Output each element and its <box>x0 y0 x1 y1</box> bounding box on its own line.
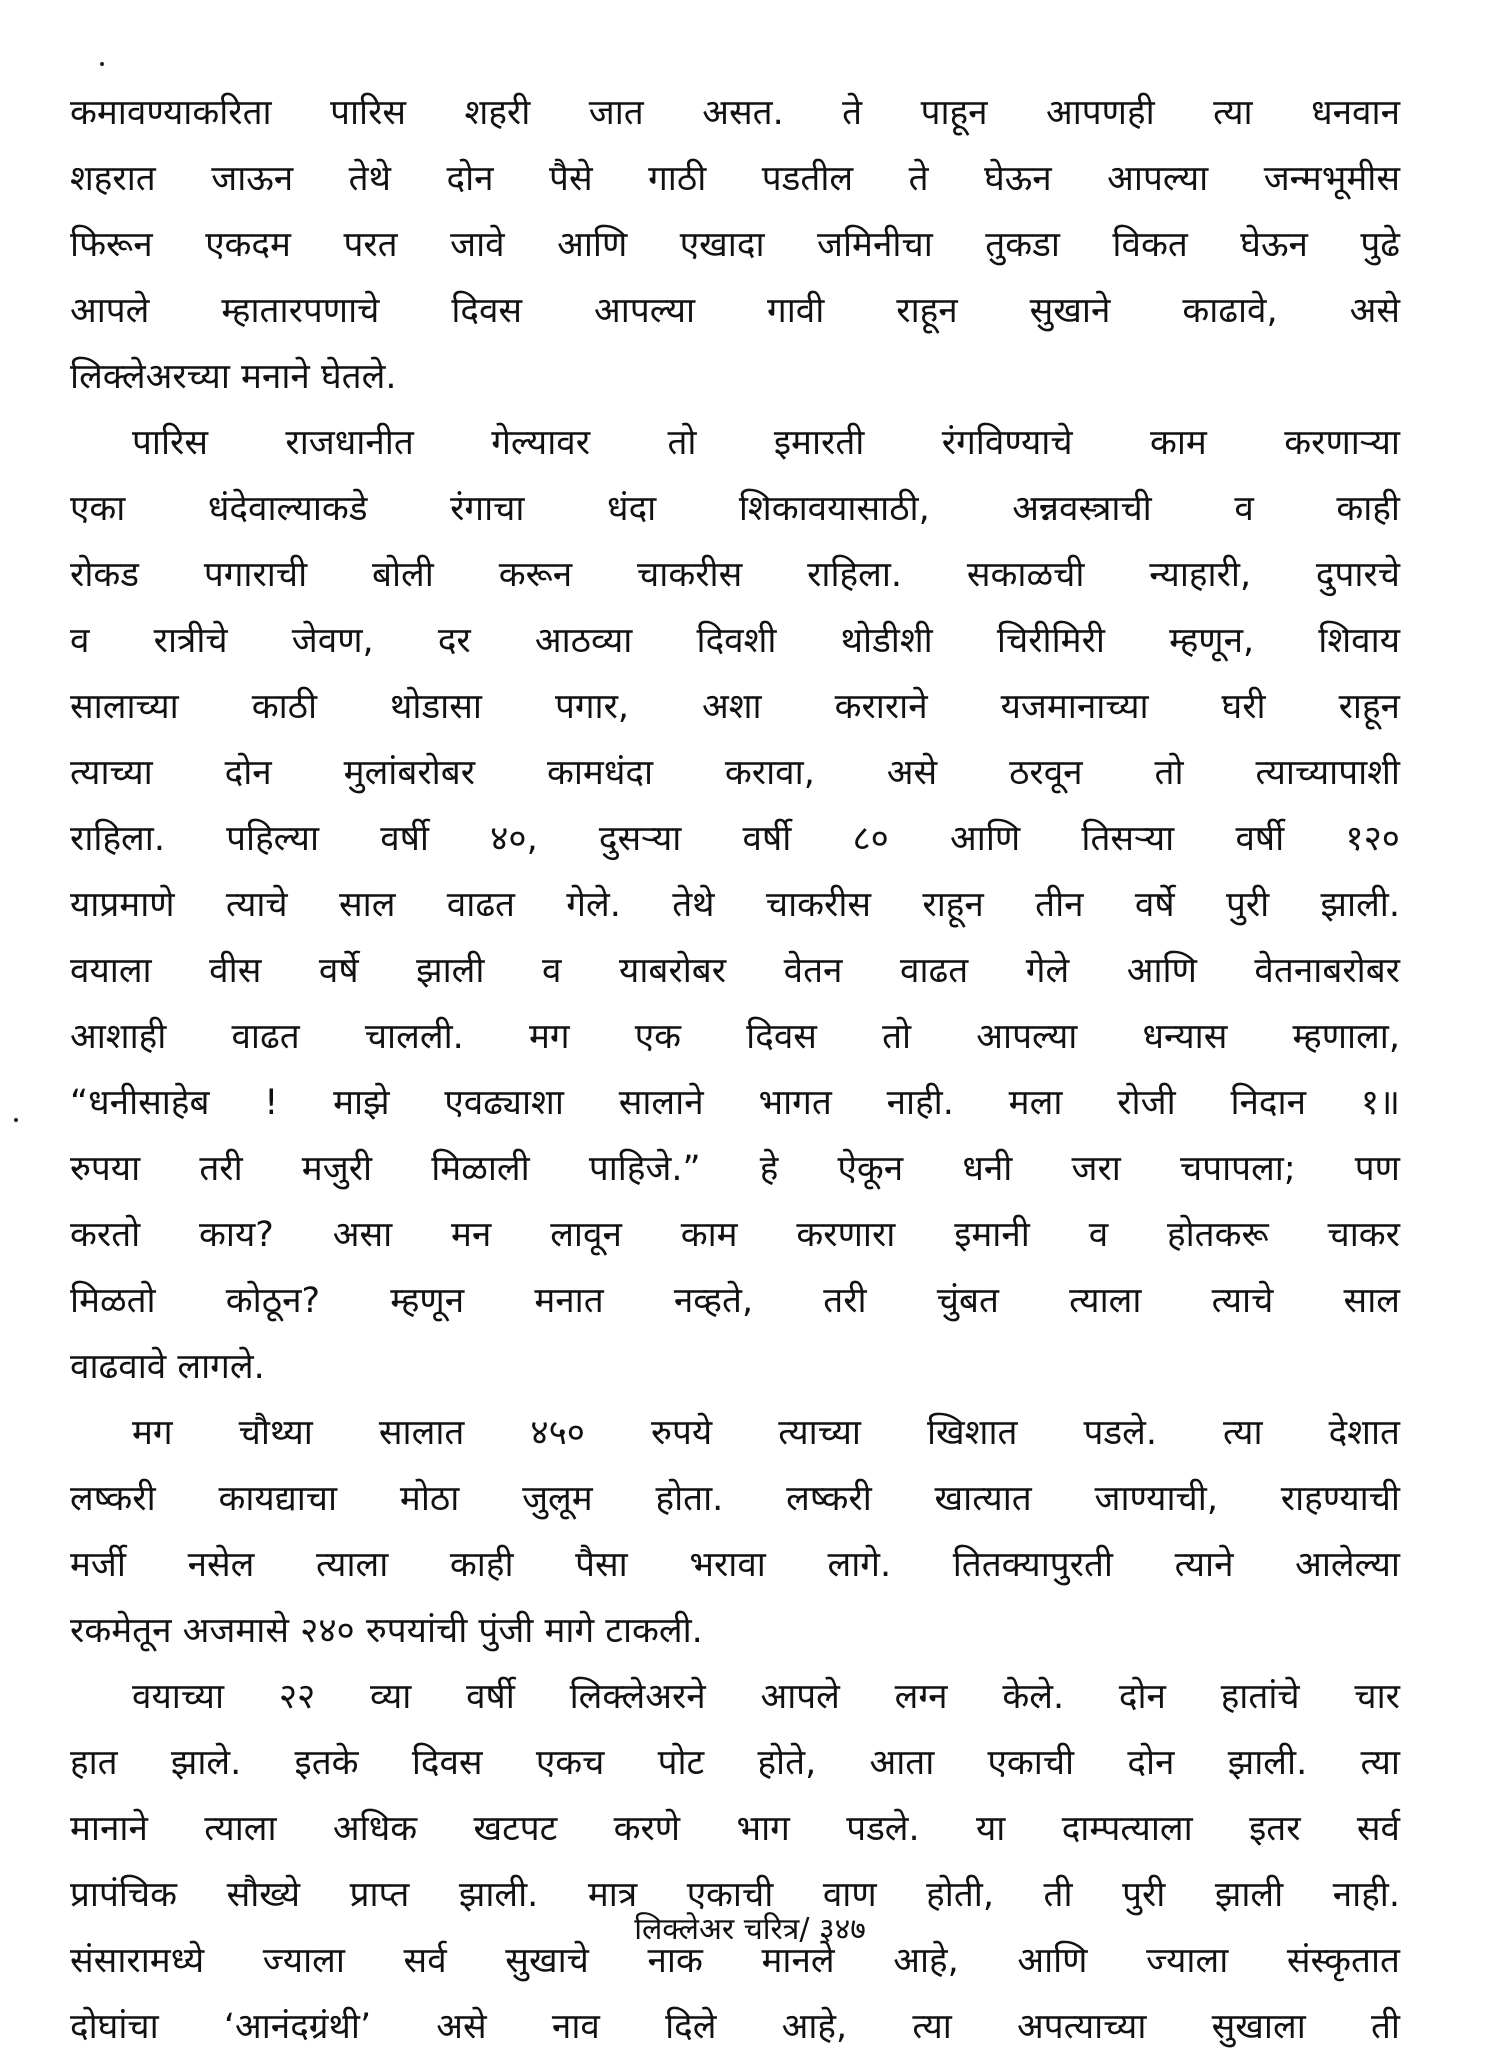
text-line: कमावण्याकरिता पारिस शहरी जात असत. ते पाहून आपणही त्या धनवान <box>70 93 1400 133</box>
text-line: रुपया तरी मजुरी मिळाली पाहिजे.” हे ऐकून धनी जरा चपापला; पण <box>70 1149 1400 1189</box>
paragraph-start-line: मग चौथ्या सालात ४५० रुपये त्याच्या खिशात पडले. त्या देशात <box>132 1413 1400 1453</box>
text-line: सालाच्या काठी थोडासा पगार, अशा कराराने यजमानाच्या घरी राहून <box>70 687 1400 727</box>
text-line: लष्करी कायद्याचा मोठा जुलूम होता. लष्करी खात्यात जाण्याची, राहण्याची <box>70 1479 1400 1519</box>
text-line: हात झाले. इतके दिवस एकच पोट होते, आता एकाची दोन झाली. त्या <box>70 1743 1400 1783</box>
text-line: व रात्रीचे जेवण, दर आठव्या दिवशी थोडीशी चिरीमिरी म्हणून, शिवाय <box>70 621 1400 661</box>
text-line: “धनीसाहेब ! माझे एवढ्याशा सालाने भागत नाही. मला रोजी निदान १॥ <box>70 1083 1400 1123</box>
text-line: याप्रमाणे त्याचे साल वाढत गेले. तेथे चाकरीस राहून तीन वर्षे पुरी झाली. <box>70 885 1400 925</box>
scan-speck <box>100 62 104 66</box>
text-line: रोकड पगाराची बोली करून चाकरीस राहिला. सकाळची न्याहारी, दुपारचे <box>70 555 1400 595</box>
text-line: त्याच्या दोन मुलांबरोबर कामधंदा करावा, असे ठरवून तो त्याच्यापाशी <box>70 753 1400 793</box>
text-line: मिळतो कोठून? म्हणून मनात नव्हते, तरी चुंबत त्याला त्याचे साल <box>70 1281 1400 1321</box>
text-line: रकमेतून अजमासे २४० रुपयांची पुंजी मागे टाकली. <box>70 1611 703 1651</box>
body-text <box>70 80 1400 2060</box>
text-line: लिक्लेअरच्या मनाने घेतले. <box>70 357 397 397</box>
paragraph-start-line: पारिस राजधानीत गेल्यावर तो इमारती रंगविण्याचे काम करणाऱ्या <box>132 423 1400 463</box>
text-line: संसारामध्ये ज्याला सर्व सुखाचे नाक मानले आहे, आणि ज्याला संस्कृतात <box>70 1941 1400 1981</box>
text-line: राहिला. पहिल्या वर्षी ४०, दुसऱ्या वर्षी ८० आणि तिसऱ्या वर्षी १२० <box>70 819 1400 859</box>
text-line: प्रापंचिक सौख्ये प्राप्त झाली. मात्र एकाची वाण होती, ती पुरी झाली नाही. <box>70 1875 1400 1915</box>
text-line: एका धंदेवाल्याकडे रंगाचा धंदा शिकावयासाठी, अन्नवस्त्राची व काही <box>70 489 1400 529</box>
text-line: आपले म्हातारपणाचे दिवस आपल्या गावी राहून सुखाने काढावे, असे <box>70 291 1400 331</box>
text-line: करतो काय? असा मन लावून काम करणारा इमानी व होतकरू चाकर <box>70 1215 1400 1255</box>
page-footer: लिक्लेअर चरित्र/ ३४७ <box>634 1912 866 1947</box>
paragraph-start-line: वयाच्या २२ व्या वर्षी लिक्लेअरने आपले लग्न केले. दोन हातांचे चार <box>132 1677 1400 1717</box>
scan-speck <box>14 1118 18 1122</box>
text-line: आशाही वाढत चालली. मग एक दिवस तो आपल्या धन्यास म्हणाला, <box>70 1017 1400 1057</box>
text-line: वयाला वीस वर्षे झाली व याबरोबर वेतन वाढत गेले आणि वेतनाबरोबर <box>70 951 1400 991</box>
text-line: फिरून एकदम परत जावे आणि एखादा जमिनीचा तुकडा विकत घेऊन पुढे <box>70 225 1400 265</box>
text-line: मानाने त्याला अधिक खटपट करणे भाग पडले. या दाम्पत्याला इतर सर्व <box>70 1809 1400 1849</box>
text-line: शहरात जाऊन तेथे दोन पैसे गाठी पडतील ते घेऊन आपल्या जन्मभूमीस <box>70 159 1400 199</box>
text-line: वाढवावे लागले. <box>70 1347 265 1387</box>
text-line: दोघांचा ‘आनंदग्रंथी’ असे नाव दिले आहे, त्या अपत्याच्या सुखाला ती <box>70 2007 1400 2047</box>
text-line: मर्जी नसेल त्याला काही पैसा भरावा लागे. तितक्यापुरती त्याने आलेल्या <box>70 1545 1400 1585</box>
